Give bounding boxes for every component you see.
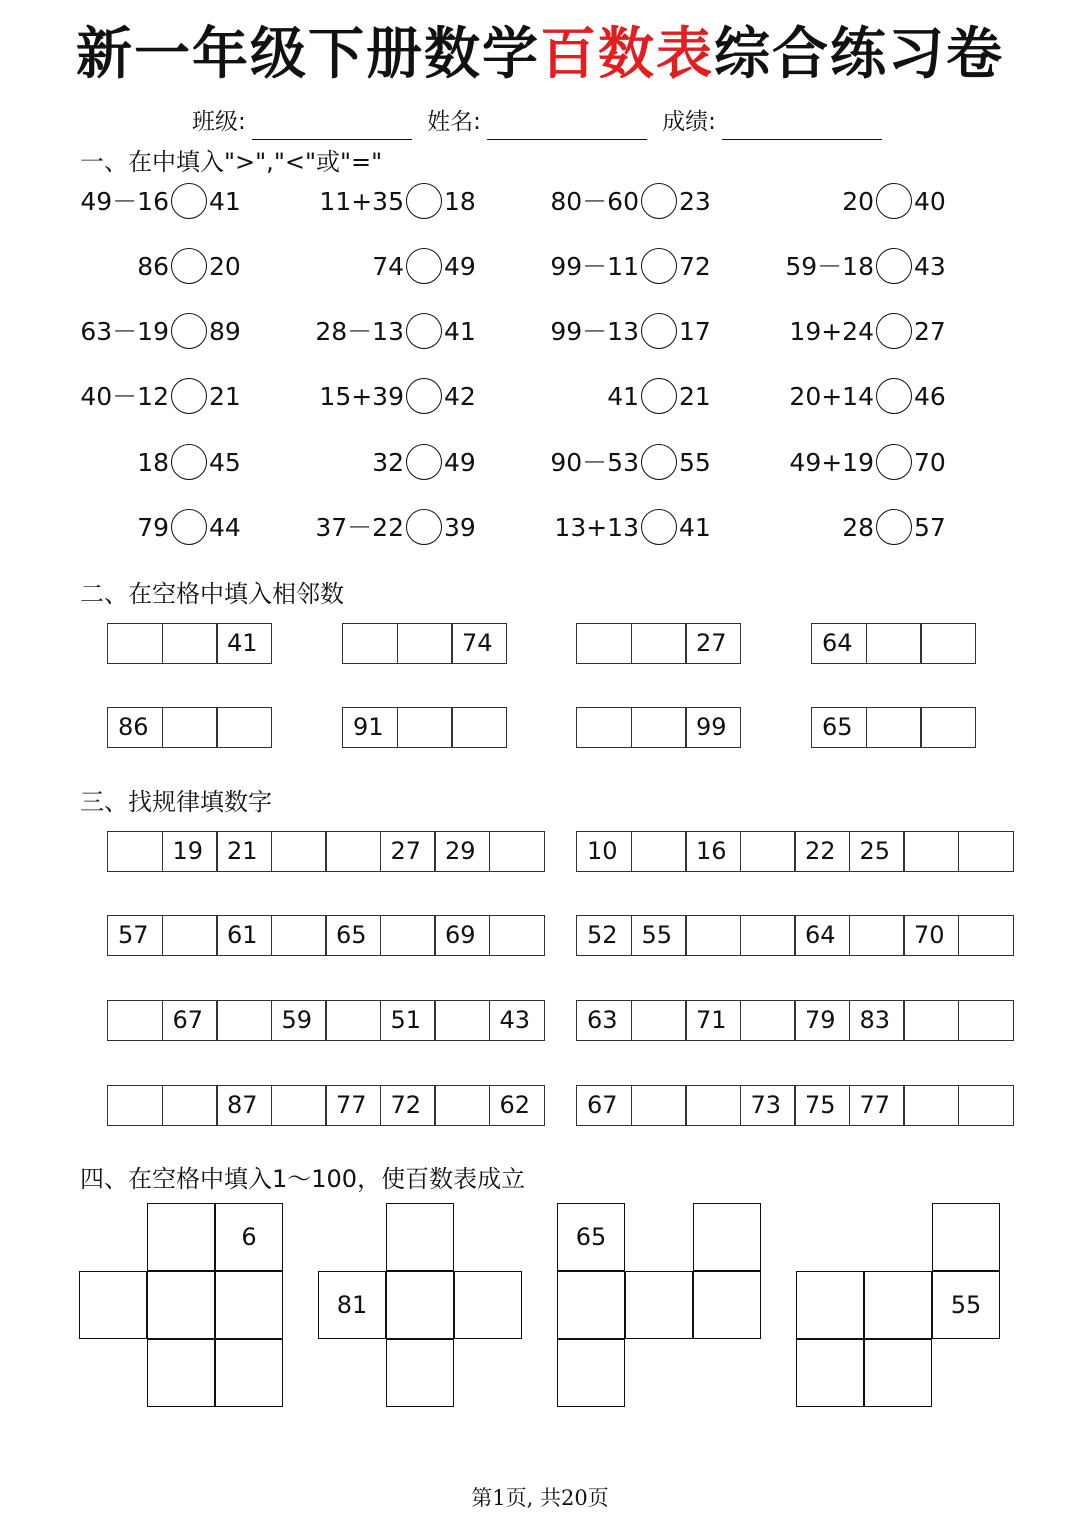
compare-right-value: 44 <box>209 513 241 542</box>
grid-blank-cell[interactable] <box>796 1339 864 1407</box>
blank-cell[interactable] <box>903 1000 959 1041</box>
compare-right-value: 46 <box>914 382 946 411</box>
compare-left-expr: 20 <box>842 187 874 216</box>
title-highlight: 百数表 <box>540 21 714 87</box>
compare-left-expr: 63－19 <box>80 317 169 346</box>
blank-cell[interactable] <box>866 707 922 748</box>
number-cell: 87 <box>216 1085 272 1126</box>
number-cell: 51 <box>380 1000 436 1041</box>
blank-cell[interactable] <box>216 1000 272 1041</box>
compare-right-value: 57 <box>914 513 946 542</box>
blank-cell[interactable] <box>162 1085 218 1126</box>
number-cell: 72 <box>380 1085 436 1126</box>
pattern-row <box>107 1085 543 1126</box>
grid-blank-cell[interactable] <box>147 1339 215 1407</box>
number-cell: 57 <box>107 915 163 956</box>
compare-right-value: 45 <box>209 448 241 477</box>
number-cell: 77 <box>325 1085 381 1126</box>
blank-cell[interactable] <box>489 915 545 956</box>
number-cell: 61 <box>216 915 272 956</box>
compare-right-value: 49 <box>444 252 476 281</box>
number-cell: 55 <box>631 915 687 956</box>
blank-cell[interactable] <box>325 1000 381 1041</box>
compare-left-expr: 99－13 <box>550 317 639 346</box>
grid-blank-cell[interactable] <box>796 1271 864 1339</box>
answer-circle[interactable] <box>641 248 677 284</box>
compare-right-value: 72 <box>679 252 711 281</box>
compare-left-expr: 80－60 <box>550 187 639 216</box>
grid-blank-cell[interactable] <box>147 1271 215 1339</box>
answer-circle[interactable] <box>406 248 442 284</box>
number-cell: 83 <box>849 1000 905 1041</box>
blank-cell[interactable] <box>434 1000 490 1041</box>
neighbor-row <box>107 707 271 748</box>
compare-right-value: 23 <box>679 187 711 216</box>
compare-left-expr: 28－13 <box>315 317 404 346</box>
blank-cell[interactable] <box>107 623 163 664</box>
number-cell: 21 <box>216 831 272 872</box>
compare-right-value: 43 <box>914 252 946 281</box>
compare-left-expr: 37－22 <box>315 513 404 542</box>
answer-circle[interactable] <box>171 509 207 545</box>
answer-circle[interactable] <box>876 378 912 414</box>
neighbor-row <box>342 623 506 664</box>
neighbor-row <box>811 707 975 748</box>
compare-left-expr: 90－53 <box>550 448 639 477</box>
answer-circle[interactable] <box>406 313 442 349</box>
grid-blank-cell[interactable] <box>693 1203 761 1271</box>
blank-cell[interactable] <box>380 915 436 956</box>
blank-cell[interactable] <box>489 831 545 872</box>
answer-circle[interactable] <box>171 313 207 349</box>
compare-left-expr: 11+35 <box>319 187 404 216</box>
number-cell: 10 <box>576 831 632 872</box>
blank-cell[interactable] <box>958 915 1014 956</box>
number-cell: 64 <box>794 915 850 956</box>
blank-cell[interactable] <box>576 707 632 748</box>
pattern-row <box>107 915 543 956</box>
neighbor-row <box>576 623 740 664</box>
pattern-row <box>576 915 1012 956</box>
name-label: 姓名: <box>427 109 481 135</box>
grid-number-cell: 6 <box>215 1203 283 1271</box>
compare-left-expr: 86 <box>137 252 169 281</box>
blank-cell[interactable] <box>162 915 218 956</box>
number-cell: 91 <box>342 707 398 748</box>
page-footer: 第1页, 共20页 <box>471 1486 609 1510</box>
answer-circle[interactable] <box>406 378 442 414</box>
number-cell: 65 <box>325 915 381 956</box>
number-cell: 63 <box>576 1000 632 1041</box>
number-cell: 64 <box>811 623 867 664</box>
answer-circle[interactable] <box>171 444 207 480</box>
answer-circle[interactable] <box>406 183 442 219</box>
grid-blank-cell[interactable] <box>625 1271 693 1339</box>
score-field[interactable] <box>662 104 882 140</box>
class-label: 班级: <box>192 109 246 135</box>
class-blank[interactable] <box>252 115 412 140</box>
answer-circle[interactable] <box>641 509 677 545</box>
number-cell: 99 <box>685 707 741 748</box>
compare-left-expr: 15+39 <box>319 382 404 411</box>
number-cell: 79 <box>794 1000 850 1041</box>
blank-cell[interactable] <box>866 623 922 664</box>
blank-cell[interactable] <box>631 707 687 748</box>
number-cell: 27 <box>685 623 741 664</box>
blank-cell[interactable] <box>216 707 272 748</box>
blank-cell[interactable] <box>107 1000 163 1041</box>
blank-cell[interactable] <box>451 707 507 748</box>
blank-cell[interactable] <box>397 623 453 664</box>
number-cell: 22 <box>794 831 850 872</box>
blank-cell[interactable] <box>903 831 959 872</box>
number-cell: 62 <box>489 1085 545 1126</box>
number-cell: 65 <box>811 707 867 748</box>
blank-cell[interactable] <box>958 1000 1014 1041</box>
compare-left-expr: 41 <box>607 382 639 411</box>
compare-right-value: 39 <box>444 513 476 542</box>
blank-cell[interactable] <box>271 915 327 956</box>
compare-right-value: 40 <box>914 187 946 216</box>
number-cell: 27 <box>380 831 436 872</box>
blank-cell[interactable] <box>631 1000 687 1041</box>
neighbor-row <box>107 623 271 664</box>
neighbor-row <box>576 707 740 748</box>
blank-cell[interactable] <box>271 831 327 872</box>
class-field[interactable] <box>192 104 412 140</box>
compare-right-value: 49 <box>444 448 476 477</box>
grid-blank-cell[interactable] <box>386 1339 454 1407</box>
compare-left-expr: 99－11 <box>550 252 639 281</box>
compare-left-expr: 32 <box>372 448 404 477</box>
score-blank[interactable] <box>722 115 882 140</box>
compare-right-value: 18 <box>444 187 476 216</box>
number-cell: 73 <box>740 1085 796 1126</box>
blank-cell[interactable] <box>958 1085 1014 1126</box>
blank-cell[interactable] <box>903 1085 959 1126</box>
compare-right-value: 89 <box>209 317 241 346</box>
number-cell: 41 <box>216 623 272 664</box>
number-cell: 52 <box>576 915 632 956</box>
number-cell: 75 <box>794 1085 850 1126</box>
neighbor-row <box>342 707 506 748</box>
compare-left-expr: 49+19 <box>789 448 874 477</box>
answer-circle[interactable] <box>876 509 912 545</box>
blank-cell[interactable] <box>271 1085 327 1126</box>
score-label: 成绩: <box>662 109 716 135</box>
blank-cell[interactable] <box>685 915 741 956</box>
section-1-title: 一、在中填入">","<"或"=" <box>80 148 383 176</box>
blank-cell[interactable] <box>631 1085 687 1126</box>
compare-right-value: 41 <box>209 187 241 216</box>
number-cell: 67 <box>576 1085 632 1126</box>
compare-right-value: 70 <box>914 448 946 477</box>
compare-left-expr: 49－16 <box>80 187 169 216</box>
grid-blank-cell[interactable] <box>147 1203 215 1271</box>
compare-right-value: 55 <box>679 448 711 477</box>
grid-blank-cell[interactable] <box>557 1271 625 1339</box>
pattern-row <box>576 1000 1012 1041</box>
number-cell: 67 <box>162 1000 218 1041</box>
compare-left-expr: 79 <box>137 513 169 542</box>
name-field[interactable] <box>427 104 647 140</box>
compare-left-expr: 19+24 <box>789 317 874 346</box>
compare-right-value: 42 <box>444 382 476 411</box>
compare-right-value: 41 <box>679 513 711 542</box>
blank-cell[interactable] <box>920 623 976 664</box>
answer-circle[interactable] <box>641 313 677 349</box>
blank-cell[interactable] <box>920 707 976 748</box>
answer-circle[interactable] <box>876 313 912 349</box>
title-part1: 新一年级下册数学 <box>76 21 540 87</box>
compare-right-value: 17 <box>679 317 711 346</box>
grid-blank-cell[interactable] <box>215 1271 283 1339</box>
blank-cell[interactable] <box>107 1085 163 1126</box>
grid-number-cell: 81 <box>318 1271 386 1339</box>
answer-circle[interactable] <box>641 444 677 480</box>
compare-left-expr: 40－12 <box>80 382 169 411</box>
blank-cell[interactable] <box>685 1085 741 1126</box>
number-cell: 71 <box>685 1000 741 1041</box>
grid-blank-cell[interactable] <box>79 1271 147 1339</box>
answer-circle[interactable] <box>641 183 677 219</box>
grid-blank-cell[interactable] <box>386 1203 454 1271</box>
section-2-title: 二、在空格中填入相邻数 <box>80 580 344 608</box>
grid-blank-cell[interactable] <box>864 1339 932 1407</box>
number-cell: 70 <box>903 915 959 956</box>
section-4-title: 四、在空格中填入1～100，使百数表成立 <box>80 1165 526 1193</box>
number-cell: 77 <box>849 1085 905 1126</box>
answer-circle[interactable] <box>641 378 677 414</box>
grid-blank-cell[interactable] <box>386 1271 454 1339</box>
section-3-title: 三、找规律填数字 <box>80 788 272 816</box>
answer-circle[interactable] <box>406 509 442 545</box>
blank-cell[interactable] <box>958 831 1014 872</box>
compare-left-expr: 28 <box>842 513 874 542</box>
blank-cell[interactable] <box>849 915 905 956</box>
pattern-row <box>107 1000 543 1041</box>
blank-cell[interactable] <box>631 623 687 664</box>
compare-left-expr: 74 <box>372 252 404 281</box>
blank-cell[interactable] <box>740 915 796 956</box>
compare-right-value: 20 <box>209 252 241 281</box>
blank-cell[interactable] <box>162 707 218 748</box>
answer-circle[interactable] <box>171 183 207 219</box>
pattern-row <box>576 1085 1012 1126</box>
blank-cell[interactable] <box>162 623 218 664</box>
blank-cell[interactable] <box>325 831 381 872</box>
compare-left-expr: 13+13 <box>554 513 639 542</box>
compare-left-expr: 18 <box>137 448 169 477</box>
student-info <box>192 104 890 140</box>
blank-cell[interactable] <box>434 1085 490 1126</box>
grid-blank-cell[interactable] <box>864 1271 932 1339</box>
compare-right-value: 21 <box>209 382 241 411</box>
answer-circle[interactable] <box>406 444 442 480</box>
compare-right-value: 21 <box>679 382 711 411</box>
worksheet-title <box>0 18 1080 90</box>
number-cell: 59 <box>271 1000 327 1041</box>
number-cell: 86 <box>107 707 163 748</box>
grid-blank-cell[interactable] <box>454 1271 522 1339</box>
answer-circle[interactable] <box>171 248 207 284</box>
pattern-row <box>576 831 1012 872</box>
blank-cell[interactable] <box>740 1000 796 1041</box>
grid-blank-cell[interactable] <box>215 1339 283 1407</box>
number-cell: 43 <box>489 1000 545 1041</box>
blank-cell[interactable] <box>740 831 796 872</box>
number-cell: 16 <box>685 831 741 872</box>
answer-circle[interactable] <box>876 248 912 284</box>
blank-cell[interactable] <box>342 623 398 664</box>
title-part3: 综合练习卷 <box>714 21 1004 87</box>
compare-left-expr: 20+14 <box>789 382 874 411</box>
grid-number-cell: 65 <box>557 1203 625 1271</box>
grid-number-cell: 55 <box>932 1271 1000 1339</box>
blank-cell[interactable] <box>107 831 163 872</box>
blank-cell[interactable] <box>631 831 687 872</box>
number-cell: 69 <box>434 915 490 956</box>
compare-left-expr: 59－18 <box>785 252 874 281</box>
number-cell: 25 <box>849 831 905 872</box>
number-cell: 74 <box>451 623 507 664</box>
number-cell: 29 <box>434 831 490 872</box>
answer-circle[interactable] <box>876 183 912 219</box>
pattern-row <box>107 831 543 872</box>
grid-blank-cell[interactable] <box>557 1339 625 1407</box>
grid-blank-cell[interactable] <box>693 1271 761 1339</box>
blank-cell[interactable] <box>397 707 453 748</box>
compare-right-value: 27 <box>914 317 946 346</box>
grid-blank-cell[interactable] <box>932 1203 1000 1271</box>
neighbor-row <box>811 623 975 664</box>
name-blank[interactable] <box>487 115 647 140</box>
answer-circle[interactable] <box>876 444 912 480</box>
blank-cell[interactable] <box>576 623 632 664</box>
compare-right-value: 41 <box>444 317 476 346</box>
number-cell: 19 <box>162 831 218 872</box>
answer-circle[interactable] <box>171 378 207 414</box>
